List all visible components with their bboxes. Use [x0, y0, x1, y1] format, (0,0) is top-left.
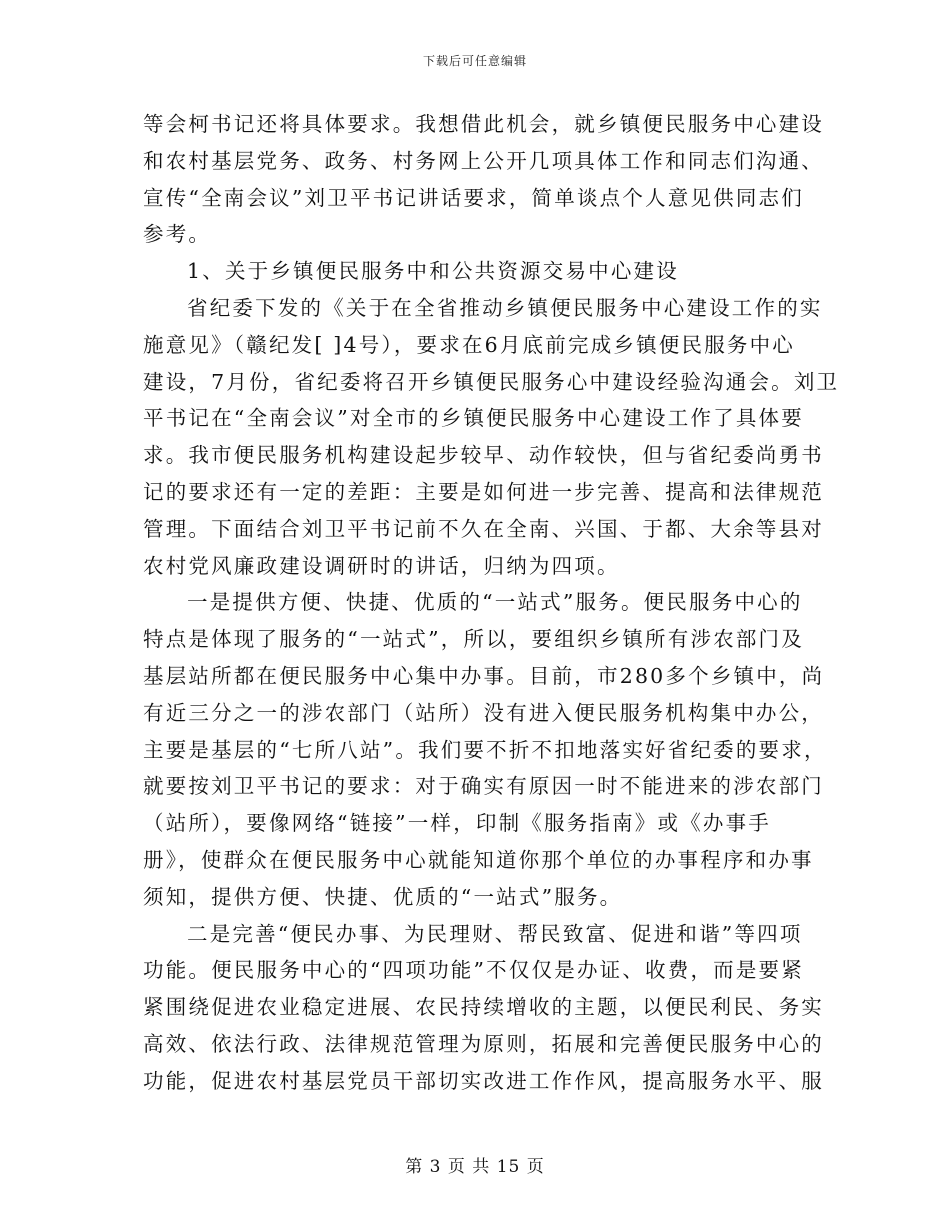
text-line: 有近三分之一的涉农部门（站所）没有进入便民服务机构集中办公，: [143, 700, 824, 725]
text-line: 省纪委下发的《关于在全省推动乡镇便民服务中心建设工作的实: [187, 295, 823, 320]
text-line: 等会柯书记还将具体要求。我想借此机会，就乡镇便民服务中心建设: [143, 112, 824, 136]
text-line: 基层站所都在便民服务中心集中办事。目前，市280多个乡镇中，尚: [143, 663, 825, 688]
text-line: 管理。下面结合刘卫平书记前不久在全南、兴国、于都、大余等县对: [143, 516, 824, 541]
text-line: 求。我市便民服务机构建设起步较早、动作较快，但与省纪委尚勇书: [143, 443, 824, 468]
text-line: 册》，使群众在便民服务中心就能知道你那个单位的办事程序和办事: [143, 847, 814, 872]
text-line: 功能，促进农村基层党员干部切实改进工作作风，提高服务水平、服: [143, 1068, 824, 1093]
section-heading: 1、关于乡镇便民服务中和公共资源交易中心建设: [187, 259, 679, 284]
text-line: 特点是体现了服务的“一站式”，所以，要组织乡镇所有涉农部门及: [143, 627, 804, 652]
text-line: 就要按刘卫平书记的要求：对于确实有原因一时不能进来的涉农部门: [143, 774, 824, 799]
header-note: 下载后可任意编辑: [422, 54, 527, 68]
text-line: 建设，7月份，省纪委将召开乡镇便民服务心中建设经验沟通会。刘卫: [143, 369, 840, 394]
text-line: 紧围绕促进农业稳定进展、农民持续增收的主题，以便民利民、务实: [143, 995, 824, 1020]
text-line: 宣传“全南会议”刘卫平书记讲话要求，简单谈点个人意见供同志们: [143, 185, 804, 210]
text-line: 功能。便民服务中心的“四项功能”不仅仅是办证、收费，而是要紧: [143, 958, 804, 983]
text-line: 二是完善“便民办事、为民理财、帮民致富、促进和谐”等四项: [187, 921, 803, 946]
text-line: 和农村基层党务、政务、村务网上公开几项具体工作和同志们沟通、: [143, 148, 824, 173]
document-body: [143, 106, 840, 1100]
text-line: 主要是基层的“七所八站”。我们要不折不扣地落实好省纪委的要求，: [143, 737, 827, 762]
text-line: 记的要求还有一定的差距：主要是如何进一步完善、提高和法律规范: [143, 479, 824, 504]
text-line: 农村党风廉政建设调研时的讲话，归纳为四项。: [143, 553, 620, 578]
text-line: 高效、依法行政、法律规范管理为原则，拓展和完善便民服务中心的: [143, 1031, 824, 1056]
text-line: 施意见》（赣纪发[ ]4号），要求在6月底前完成乡镇便民服务中心: [143, 332, 795, 357]
text-line: 参考。: [143, 222, 212, 247]
text-line: 平书记在“全南会议”对全市的乡镇便民服务中心建设工作了具体要: [143, 406, 804, 431]
text-line: 一是提供方便、快捷、优质的“一站式”服务。便民服务中心的: [187, 590, 803, 615]
text-line: 须知，提供方便、快捷、优质的“一站式”服务。: [143, 884, 623, 909]
page-number: 第 3 页 共 15 页: [405, 1157, 545, 1177]
text-line: （站所），要像网络“链接”一样，印制《服务指南》或《办事手: [143, 811, 772, 836]
